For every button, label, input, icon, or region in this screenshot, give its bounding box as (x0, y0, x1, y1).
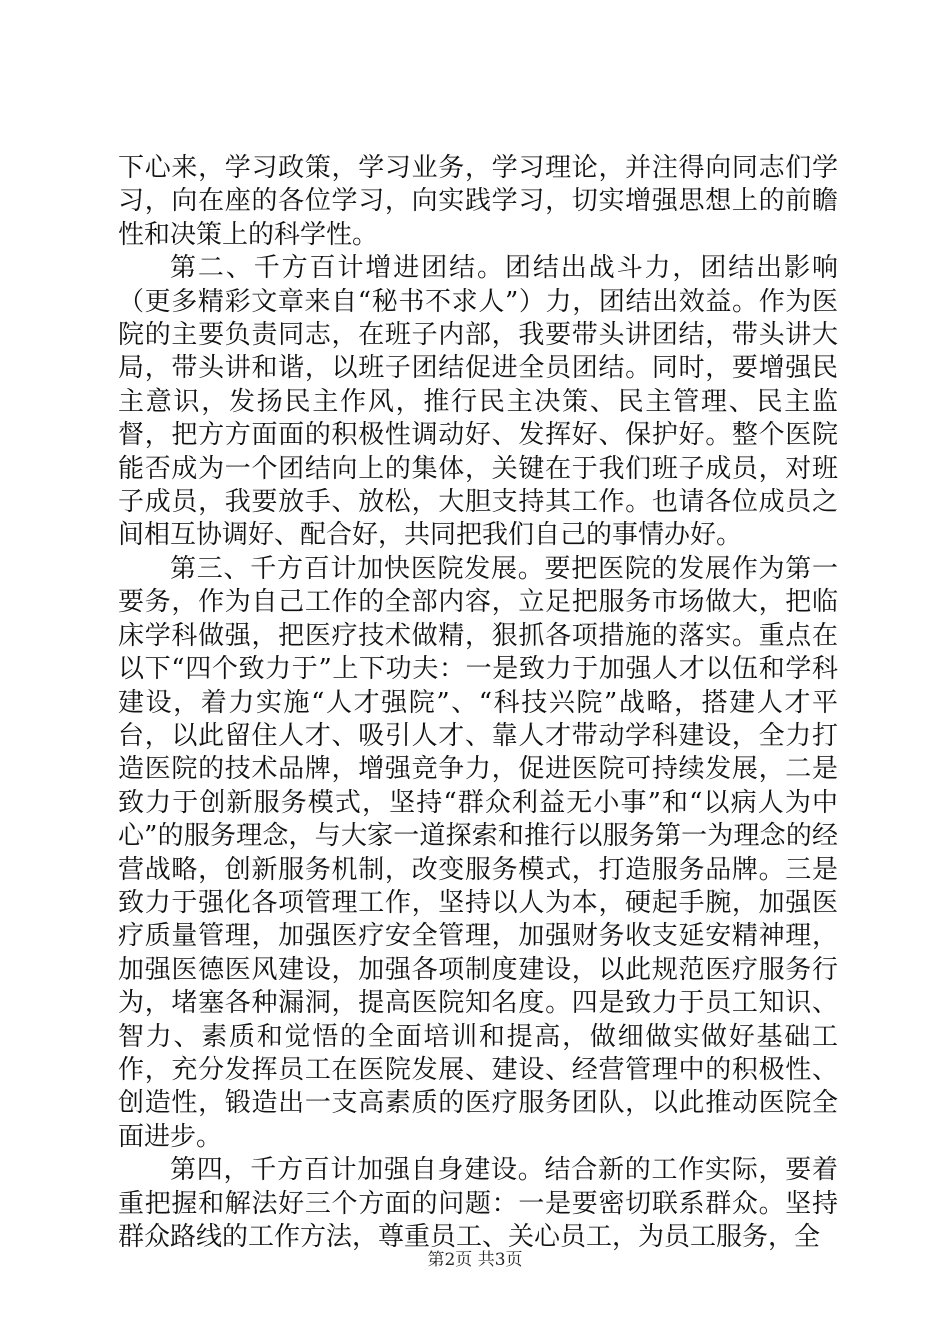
paragraph-development: 第三、千方百计加快医院发展。要把医院的发展作为第一要务，作为自己工作的全部内容，立足把服务市场做大，把临床学科做强，把医疗技术做精，狠抓各项措施的落实。重点在以下“四个致力于”上下功夫：一是致力于加强人才以伍和学科建设，着力实施“人才强院”、“科技兴院”战略，搭建人才平台，以此留住人才、吸引人才、靠人才带动学科建设，全力打造医院的技术品牌，增强竞争力，促进医院可持续发展，二是致力于创新服务模式，坚持“群众利益无小事”和“以病人为中心”的服务理念，与大家一道探索和推行以服务第一为理念的经营战略，创新服务机制，改变服务模式，打造服务品牌。三是致力于强化各项管理工作，坚持以人为本，硬起手腕，加强医疗质量管理，加强医疗安全管理，加强财务收支延安精神理，加强医德医风建设，加强各项制度建设，以此规范医疗服务行为，堵塞各种漏洞，提高医院知名度。四是致力于员工知识、智力、素质和觉悟的全面培训和提高，做细做实做好基础工作，充分发挥员工在医院发展、建设、经营管理中的积极性、创造性，锻造出一支高素质的医疗服务团队，以此推动医院全面进步。 (118, 553, 838, 1152)
paragraph-unity: 第二、千方百计增进团结。团结出战斗力，团结出影响（更多精彩文章来自“秘书不求人”）力，团结出效益。作为医院的主要负责同志，在班子内部，我要带头讲团结，带头讲大局，带头讲和谐，以班子团结促进全员团结。同时，要增强民主意识，发扬民主作风，推行民主决策、民主管理、民主监督，把方方面面的积极性调动好、发挥好、保护好。整个医院能否成为一个团结向上的集体，关键在于我们班子成员，对班子成员，我要放手、放松，大胆支持其工作。也请各位成员之间相互协调好、配合好，共同把我们自己的事情办好。 (118, 253, 838, 551)
page-footer: 第2页 共3页 (427, 1250, 523, 1270)
paragraph-continuation: 下心来，学习政策，学习业务，学习理论，并注得向同志们学习，向在座的各位学习，向实践学习，切实增强思想上的前瞻性和决策上的科学性。 (118, 153, 838, 250)
paragraph-self-building: 第四，千方百计加强自身建设。结合新的工作实际，要着重把握和解法好三个方面的问题：一是要密切联系群众。坚持群众路线的工作方法，尊重员工、关心员工，为员工服务，全 (118, 1155, 838, 1252)
document-body (118, 152, 838, 1254)
